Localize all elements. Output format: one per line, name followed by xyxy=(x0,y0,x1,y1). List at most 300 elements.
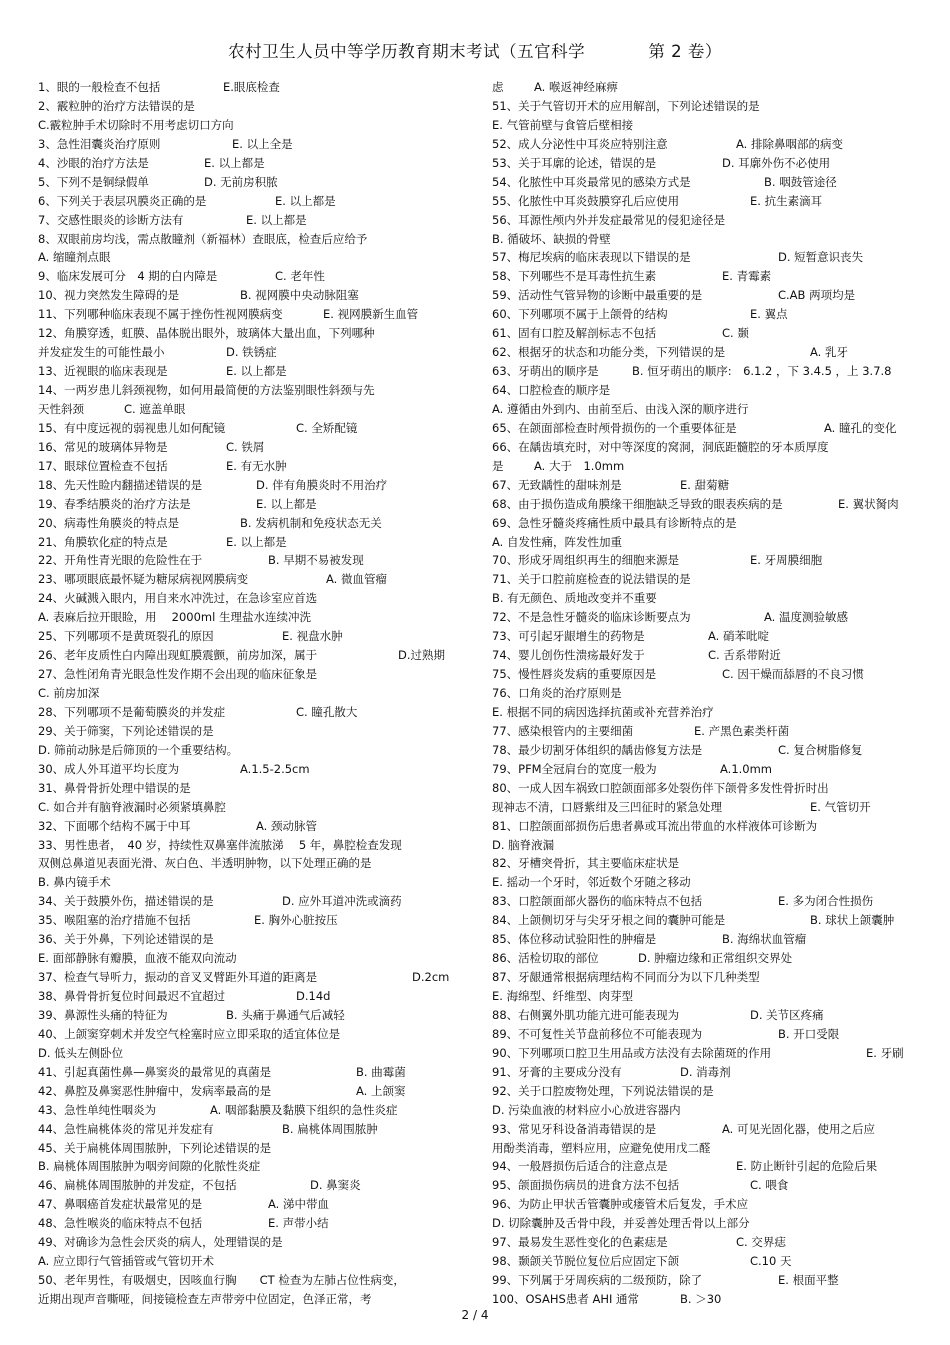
question-text: C. 前房加深 xyxy=(38,686,100,700)
answer-text: C. 复合树脂修复 xyxy=(778,742,863,757)
question-text: 36、关于外鼻，下列论述错误的是 xyxy=(38,932,214,947)
question-text: E. 摇动一个牙时，邻近数个牙随之移动 xyxy=(492,875,691,890)
question-text: 41、引起真菌性鼻—鼻窦炎的最常见的真菌是 xyxy=(38,1064,272,1079)
answer-text: A. 可见光固化器，使用之后应 xyxy=(722,1121,875,1136)
question-text: 30、成人外耳道平均长度为 xyxy=(38,761,180,776)
question-line xyxy=(492,627,922,646)
question-text: 10、视力突然发生障碍的是 xyxy=(38,288,180,303)
answer-text: B. 球状上颌囊肿 xyxy=(810,913,895,928)
question-line xyxy=(38,589,468,608)
answer-text: D.过熟期 xyxy=(398,648,446,663)
question-text: 81、口腔颌面部损伤后患者鼻或耳流出带血的水样液体可诊断为 xyxy=(492,818,818,833)
question-line xyxy=(38,779,468,798)
question-line xyxy=(38,665,468,684)
question-line xyxy=(38,533,468,552)
question-line xyxy=(38,684,468,703)
question-line xyxy=(492,211,922,230)
question-line xyxy=(492,1044,922,1063)
question-line xyxy=(38,949,468,968)
question-text: 53、关于耳廓的论述，错误的是 xyxy=(492,155,657,170)
answer-text: D. 短暂意识丧失 xyxy=(778,250,864,265)
question-text: 45、关于扁桃体周围脓肿，下列论述错误的是 xyxy=(38,1140,272,1155)
question-text: 60、下列哪项不属于上颌骨的结构 xyxy=(492,307,668,322)
question-line xyxy=(492,836,922,855)
question-line xyxy=(38,1101,468,1120)
question-text: 90、下列哪项口腔卫生用品或方法没有去除菌斑的作用 xyxy=(492,1045,772,1060)
question-text: 现神志不清，口唇紫绀及三凹征时的紧急处理 xyxy=(492,799,722,814)
question-line xyxy=(492,362,922,381)
question-line xyxy=(38,873,468,892)
question-text: 80、一成人因车祸致口腔颌面部多处裂伤伴下颌骨多发性骨折时出 xyxy=(492,780,829,795)
question-line xyxy=(38,1120,468,1139)
question-text: 93、常见牙科设备消毒错误的是 xyxy=(492,1121,657,1136)
question-text: 23、哪项眼底最怀疑为糖尿病视网膜病变 xyxy=(38,572,249,587)
question-text: E. 海绵型、纤维型、肉芽型 xyxy=(492,989,634,1003)
question-line xyxy=(492,760,922,779)
answer-text: E. 视网膜新生血管 xyxy=(323,307,419,322)
question-text: 69、急性牙髓炎疼痛性质中最具有诊断特点的是 xyxy=(492,515,737,530)
question-line xyxy=(492,1176,922,1195)
question-text: 66、在龋齿填充时，对中等深度的窝洞，洞底距髓腔的牙本质厚度 xyxy=(492,439,829,454)
answer-text: E. 青霉素 xyxy=(722,269,772,284)
question-line xyxy=(38,305,468,324)
answer-text: C. 颞 xyxy=(722,326,749,341)
question-text: 97、最易发生恶性变化的色素痣是 xyxy=(492,1235,668,1250)
question-text: 14、一两岁患儿斜颈视物，如何用最简便的方法鉴别眼性斜颈与先 xyxy=(38,383,375,397)
question-line xyxy=(38,154,468,173)
question-text: 96、为防止甲状舌管囊肿或瘘管术后复发，手术应 xyxy=(492,1197,749,1212)
question-text: 37、检查气导听力，振动的音叉叉臂距外耳道的距离是 xyxy=(38,970,318,985)
answer-text: B. ＞30 xyxy=(680,1292,722,1306)
title-volume: 第 2 卷） xyxy=(648,42,722,61)
question-line xyxy=(38,1195,468,1214)
answer-text: D. 耳廓外伤不必使用 xyxy=(722,155,831,170)
question-line xyxy=(492,949,922,968)
question-line xyxy=(492,438,922,457)
question-line xyxy=(38,1006,468,1025)
answer-text: D. 无前房积脓 xyxy=(204,174,278,189)
answer-text: A.1.5-2.5cm xyxy=(240,761,310,776)
question-line xyxy=(492,97,922,116)
question-text: 1、眼的一般检查不包括 xyxy=(38,80,161,94)
question-line xyxy=(492,930,922,949)
answer-text: C. 瞳孔散大 xyxy=(296,704,358,719)
question-text: 72、不是急性牙髓炎的临床诊断要点为 xyxy=(492,610,691,625)
question-text: 62、根据牙的状态和功能分类，下列错误的是 xyxy=(492,345,726,360)
question-text: 33、男性患者， 40 岁，持续性双鼻塞伴流脓涕 5 年，鼻腔检查发现 xyxy=(38,837,402,852)
question-line xyxy=(492,1120,922,1139)
question-line xyxy=(38,419,468,438)
question-text: 67、无致龋性的甜味剂是 xyxy=(492,477,622,492)
question-text: 20、病毒性角膜炎的特点是 xyxy=(38,515,180,530)
answer-text: E. 声带小结 xyxy=(268,1216,329,1231)
question-line xyxy=(492,457,922,476)
question-line xyxy=(492,1271,922,1290)
answer-text: E. 以上都是 xyxy=(226,534,287,549)
question-text: 44、急性扁桃体炎的常见并发症有 xyxy=(38,1121,214,1136)
question-text: C.霰粒肿手术切除时不用考虑切口方向 xyxy=(38,117,234,132)
answer-text: A. 排除鼻咽部的病变 xyxy=(736,136,843,151)
answer-text: D. 关节区疼痛 xyxy=(750,1007,824,1022)
question-text: 32、下面哪个结构不属于中耳 xyxy=(38,818,191,833)
question-text: C. 如合并有脑脊液漏时必须紧填鼻腔 xyxy=(38,799,226,814)
question-line xyxy=(38,381,468,400)
answer-text: C. 喂食 xyxy=(750,1178,789,1193)
answer-text: C.10 天 xyxy=(750,1254,792,1269)
question-text: 6、下列关于表层巩膜炎正确的是 xyxy=(38,193,207,208)
question-line xyxy=(38,97,468,116)
question-text: 58、下列哪些不是耳毒性抗生素 xyxy=(492,269,657,284)
answer-text: C.AB 两项均是 xyxy=(778,288,856,303)
question-line xyxy=(38,854,468,873)
question-text: 85、体位移动试验阳性的肿瘤是 xyxy=(492,932,657,947)
question-text: 26、老年皮质性白内障出现虹膜震颤，前房加深，属于 xyxy=(38,648,318,663)
question-text: 43、急性单纯性咽炎为 xyxy=(38,1102,157,1117)
question-line xyxy=(38,192,468,211)
question-line xyxy=(38,324,468,343)
question-line xyxy=(38,1271,468,1290)
question-text: 46、扁桃体周围脓肿的并发症，不包括 xyxy=(38,1178,237,1193)
question-text: 9、临床发展可分 4 期的白内障是 xyxy=(38,269,218,284)
question-text: 47、鼻咽癌首发症状最常见的是 xyxy=(38,1197,203,1212)
question-line xyxy=(492,892,922,911)
question-text: 71、关于口腔前庭检查的说法错误的是 xyxy=(492,572,691,587)
answer-text: E. 以上都是 xyxy=(226,364,287,379)
question-text: 16、常见的玻璃体异物是 xyxy=(38,439,168,454)
answer-text: D.14d xyxy=(296,989,331,1003)
question-line xyxy=(492,248,922,267)
question-text: 31、鼻骨骨折处理中错误的是 xyxy=(38,780,191,795)
question-text: 4、沙眼的治疗方法是 xyxy=(38,155,149,170)
answer-text: B. 恒牙萌出的顺序: 6.1.2 ，下 3.4.5 ，上 3.7.8 xyxy=(632,364,892,379)
question-line xyxy=(38,400,468,419)
answer-text: C. 全矫配镜 xyxy=(296,420,358,435)
question-line xyxy=(38,211,468,230)
answer-text: E. 视盘水肿 xyxy=(282,629,343,644)
question-line xyxy=(38,741,468,760)
question-line xyxy=(492,230,922,249)
question-text: 7、交感性眼炎的诊断方法有 xyxy=(38,212,184,227)
question-line xyxy=(492,305,922,324)
question-line xyxy=(38,230,468,249)
question-line xyxy=(38,892,468,911)
question-line xyxy=(492,987,922,1006)
question-line xyxy=(492,286,922,305)
question-text: 78、最少切割牙体组织的龋齿修复方法是 xyxy=(492,742,703,757)
question-line xyxy=(492,78,922,97)
answer-text: D. 应外耳道冲洗或滴药 xyxy=(282,894,402,909)
question-line xyxy=(492,570,922,589)
question-text: 56、耳源性颅内外并发症最常见的侵犯途径是 xyxy=(492,212,726,227)
question-text: 19、春季结膜炎的治疗方法是 xyxy=(38,496,191,511)
question-text: 虑 xyxy=(492,80,504,94)
answer-text: A. 温度测验敏感 xyxy=(764,610,848,625)
question-text: 86、活检切取的部位 xyxy=(492,951,599,966)
question-text: 99、下列属于牙周疾病的二级预防，除了 xyxy=(492,1273,703,1288)
question-text: 87、牙龈通常根据病理结构不同而分为以下几种类型 xyxy=(492,970,760,985)
question-line xyxy=(38,438,468,457)
question-line xyxy=(492,343,922,362)
answer-text: C. 铁屑 xyxy=(226,439,265,454)
answer-text: E. 翼点 xyxy=(750,307,788,322)
question-text: 64、口腔检查的顺序是 xyxy=(492,383,611,397)
answer-text: E.眼底检查 xyxy=(223,80,280,94)
question-line xyxy=(38,987,468,1006)
question-line xyxy=(38,608,468,627)
question-line xyxy=(38,1044,468,1063)
answer-text: E. 多为闭合性损伤 xyxy=(778,894,874,909)
question-line xyxy=(38,248,468,267)
question-line xyxy=(492,476,922,495)
question-line xyxy=(38,514,468,533)
answer-text: E. 以上都是 xyxy=(256,496,317,511)
question-text: 27、急性闭角青光眼急性发作期不会出现的临床征象是 xyxy=(38,667,318,682)
question-line xyxy=(38,1290,468,1309)
question-text: B. 扁桃体周围脓肿为咽旁间隙的化脓性炎症 xyxy=(38,1159,261,1174)
question-line xyxy=(38,722,468,741)
answer-text: A. 乳牙 xyxy=(810,345,848,360)
question-text: A. 应立即行气管插管或气管切开术 xyxy=(38,1254,214,1269)
question-text: 57、梅尼埃病的临床表现以下错误的是 xyxy=(492,250,691,265)
question-line xyxy=(38,760,468,779)
answer-text: E. 防止断针引起的危险后果 xyxy=(736,1159,878,1174)
question-text: 8、双眼前房均浅，需点散瞳剂（新福林）查眼底，检查后应给予 xyxy=(38,231,368,246)
question-text: A. 表麻后拉开眼睑，用 2000ml 生理盐水连续冲洗 xyxy=(38,610,311,625)
answer-text: A. 大于 1.0mm xyxy=(534,458,625,473)
question-line xyxy=(492,324,922,343)
question-text: 82、牙槽突骨折，其主要临床症状是 xyxy=(492,856,680,871)
question-line xyxy=(492,514,922,533)
question-line xyxy=(492,873,922,892)
question-line xyxy=(38,836,468,855)
answer-text: A. 喉返神经麻痹 xyxy=(534,80,618,94)
question-line xyxy=(38,1139,468,1158)
answer-text: A. 上颌窦 xyxy=(356,1083,406,1098)
question-text: 95、颌面损伤病员的进食方法不包括 xyxy=(492,1178,680,1193)
answer-text: B. 扁桃体周围脓肿 xyxy=(282,1121,378,1136)
answer-text: D. 肿瘤边缘和正常组织交界处 xyxy=(638,951,793,966)
question-text: 54、化脓性中耳炎最常见的感染方式是 xyxy=(492,174,691,189)
question-line xyxy=(492,646,922,665)
question-line xyxy=(492,1233,922,1252)
question-line xyxy=(38,1157,468,1176)
question-line xyxy=(38,267,468,286)
answer-text: A. 涕中带血 xyxy=(268,1197,329,1212)
question-text: 48、急性喉炎的临床特点不包括 xyxy=(38,1216,203,1231)
question-line xyxy=(38,798,468,817)
question-line xyxy=(492,1025,922,1044)
question-text: 34、关于鼓膜外伤，描述错误的是 xyxy=(38,894,214,909)
question-text: B. 鼻内镜手术 xyxy=(38,875,111,890)
question-line xyxy=(492,1252,922,1271)
answer-text: B. 发病机制和免疫状态无关 xyxy=(240,515,382,530)
question-text: D. 筛前动脉是后筛顶的一个重要结构。 xyxy=(38,742,239,757)
question-line xyxy=(38,1214,468,1233)
question-line xyxy=(38,551,468,570)
question-text: 68、由于损伤造成角膜缘干细胞缺乏导致的眼表疾病的是 xyxy=(492,496,783,511)
answer-text: E. 以上都是 xyxy=(246,212,307,227)
question-text: A. 缩瞳剂点眼 xyxy=(38,250,111,265)
answer-text: B. 开口受限 xyxy=(778,1026,840,1041)
question-line xyxy=(492,533,922,552)
answer-text: C. 因干燥而舔唇的不良习惯 xyxy=(722,667,864,682)
answer-text: D. 消毒剂 xyxy=(680,1064,731,1079)
question-line xyxy=(38,495,468,514)
question-line xyxy=(492,267,922,286)
question-line xyxy=(38,911,468,930)
question-line xyxy=(492,116,922,135)
question-text: 52、成人分泌性中耳炎应特别注意 xyxy=(492,136,668,151)
answer-text: E. 产黑色素类杆菌 xyxy=(694,723,790,738)
question-text: 双侧总鼻道见表面光滑、灰白色、半透明肿物，以下处理正确的是 xyxy=(38,856,372,871)
question-text: 12、角膜穿透，虹膜、晶体脱出眼外，玻璃体大量出血，下列哪种 xyxy=(38,326,375,341)
question-text: 13、近视眼的临床表现是 xyxy=(38,364,168,379)
question-line xyxy=(38,457,468,476)
question-text: D. 脑脊液漏 xyxy=(492,837,555,852)
question-line xyxy=(492,551,922,570)
question-line xyxy=(38,1252,468,1271)
question-line xyxy=(492,1290,922,1309)
question-text: 49、对确诊为急性会厌炎的病人，处理错误的是 xyxy=(38,1235,283,1250)
left-column xyxy=(38,78,468,1309)
question-text: B. 循破坏、缺损的骨壁 xyxy=(492,231,611,246)
answer-text: C. 交界痣 xyxy=(736,1235,786,1250)
question-line xyxy=(492,854,922,873)
answer-text: A. 硝苯吡啶 xyxy=(708,629,769,644)
question-text: 25、下列哪项不是黄斑裂孔的原因 xyxy=(38,629,214,644)
answer-text: B. 海绵状血管瘤 xyxy=(722,932,807,947)
question-text: 88、右侧翼外肌功能亢进可能表现为 xyxy=(492,1007,680,1022)
question-line xyxy=(38,362,468,381)
question-text: 83、口腔颌面部火器伤的临床特点不包括 xyxy=(492,894,703,909)
question-line xyxy=(38,78,468,97)
answer-text: E. 气管切开 xyxy=(810,799,871,814)
question-line xyxy=(38,116,468,135)
question-text: 42、鼻腔及鼻窦恶性肿瘤中，发病率最高的是 xyxy=(38,1083,272,1098)
answer-text: E. 根面平整 xyxy=(778,1273,839,1288)
question-line xyxy=(492,798,922,817)
question-text: 用酚类消毒，塑料应用，应避免使用戊二醛 xyxy=(492,1140,711,1155)
question-text: E. 面部静脉有瓣膜，血液不能双向流动 xyxy=(38,951,237,966)
answer-text: C. 舌系带附近 xyxy=(708,648,781,663)
question-text: D. 污染血液的材料应小心放进容器内 xyxy=(492,1102,681,1117)
question-text: 50、老年男性，有吸烟史，因咳血行胸 CT 检查为左肺占位性病变， xyxy=(38,1273,405,1288)
question-text: 75、慢性唇炎发病的重要原因是 xyxy=(492,667,657,682)
answer-text: E. 有无水肿 xyxy=(226,458,287,473)
question-text: 98、颞颌关节脱位复位后应固定下颌 xyxy=(492,1254,680,1269)
question-text: 89、不可复性关节盘前移位不可能表现为 xyxy=(492,1026,703,1041)
question-text: 11、下列哪种临床表现不属于挫伤性视网膜病变 xyxy=(38,307,283,322)
question-text: 38、鼻骨骨折复位时间最迟不宜超过 xyxy=(38,989,226,1003)
question-line xyxy=(492,495,922,514)
answer-text: B. 视网膜中央动脉阻塞 xyxy=(240,288,359,303)
answer-text: E. 以上全是 xyxy=(232,136,293,151)
question-text: E. 根据不同的病因选择抗菌或补充营养治疗 xyxy=(492,704,714,719)
answer-text: A. 瞳孔的变化 xyxy=(824,420,897,435)
answer-text: A. 咽部黏膜及黏膜下组织的急性炎症 xyxy=(210,1102,398,1117)
question-text: 2、霰粒肿的治疗方法错误的是 xyxy=(38,98,195,113)
question-line xyxy=(492,400,922,419)
question-line xyxy=(38,1082,468,1101)
question-text: A. 自发性痛，阵发性加重 xyxy=(492,534,622,549)
question-line xyxy=(492,1214,922,1233)
answer-text: B. 头痛于鼻通气后减轻 xyxy=(226,1007,345,1022)
question-line xyxy=(492,192,922,211)
question-line xyxy=(492,1157,922,1176)
answer-text: E. 抗生素滴耳 xyxy=(750,193,823,208)
answer-text: B. 曲霉菌 xyxy=(356,1064,406,1079)
answer-text: E. 牙刷 xyxy=(866,1045,904,1060)
question-line xyxy=(38,627,468,646)
question-text: 91、牙膏的主要成分没有 xyxy=(492,1064,622,1079)
right-column xyxy=(492,78,922,1309)
question-text: D. 切除囊肿及舌骨中段，并妥善处理舌骨以上部分 xyxy=(492,1216,750,1231)
question-line xyxy=(492,741,922,760)
question-text: 近期出现声音嘶哑，间接镜检查左声带旁中位固定，色泽正常，考 xyxy=(38,1292,372,1306)
question-text: 15、有中度远视的弱视患儿如何配镜 xyxy=(38,420,226,435)
question-line xyxy=(492,381,922,400)
question-line xyxy=(492,684,922,703)
question-text: 29、关于筛窦，下列论述错误的是 xyxy=(38,723,214,738)
question-line xyxy=(492,173,922,192)
question-line xyxy=(492,589,922,608)
question-line xyxy=(38,343,468,362)
question-text: 76、口角炎的治疗原则是 xyxy=(492,686,622,700)
question-text: 24、火碱溅入眼内，用自来水冲洗过，在急诊室应首选 xyxy=(38,591,318,606)
answer-text: E. 以上都是 xyxy=(204,155,265,170)
question-text: 是 xyxy=(492,458,504,473)
page-title xyxy=(0,38,950,62)
question-line xyxy=(38,1025,468,1044)
question-text: E. 气管前壁与食管后壁相接 xyxy=(492,117,634,132)
answer-text: E. 甜菊糖 xyxy=(680,477,730,492)
question-line xyxy=(492,1006,922,1025)
question-line xyxy=(492,1082,922,1101)
question-line xyxy=(492,608,922,627)
page-number: 2 / 4 xyxy=(461,1308,489,1322)
question-line xyxy=(492,665,922,684)
question-text: 51、关于气管切开术的应用解剖，下列论述错误的是 xyxy=(492,98,760,113)
question-line xyxy=(38,286,468,305)
question-text: B. 有无颜色、质地改变并不重要 xyxy=(492,591,657,606)
question-line xyxy=(38,135,468,154)
answer-text: E. 胸外心脏按压 xyxy=(254,913,338,928)
answer-text: A. 微血管瘤 xyxy=(326,572,387,587)
question-line xyxy=(492,817,922,836)
question-line xyxy=(38,476,468,495)
answer-text: C. 遮盖单眼 xyxy=(124,401,186,416)
question-line xyxy=(492,703,922,722)
question-text: 84、上颌侧切牙与尖牙牙根之间的囊肿可能是 xyxy=(492,913,726,928)
question-text: D. 低头左侧卧位 xyxy=(38,1045,124,1060)
question-text: 59、活动性气管异物的诊断中最重要的是 xyxy=(492,288,703,303)
question-text: 22、开角性青光眼的危险性在于 xyxy=(38,553,203,568)
question-line xyxy=(38,173,468,192)
answer-text: D.2cm xyxy=(412,970,450,985)
answer-text: B. 咽鼓管途径 xyxy=(764,174,837,189)
question-line xyxy=(492,911,922,930)
question-text: 21、角膜软化症的特点是 xyxy=(38,534,168,549)
answer-text: A. 颈动脉管 xyxy=(256,818,317,833)
question-line xyxy=(38,968,468,987)
question-text: 35、喉阻塞的治疗措施不包括 xyxy=(38,913,191,928)
answer-text: E. 以上都是 xyxy=(275,193,336,208)
question-text: 3、急性泪囊炎治疗原则 xyxy=(38,136,161,151)
question-text: 28、下列哪项不是葡萄膜炎的并发症 xyxy=(38,704,226,719)
question-text: 74、婴儿创伤性溃疡最好发于 xyxy=(492,648,645,663)
question-text: 18、先天性睑内翻描述错误的是 xyxy=(38,477,203,492)
question-text: 94、一般唇损伤后适合的注意点是 xyxy=(492,1159,668,1174)
